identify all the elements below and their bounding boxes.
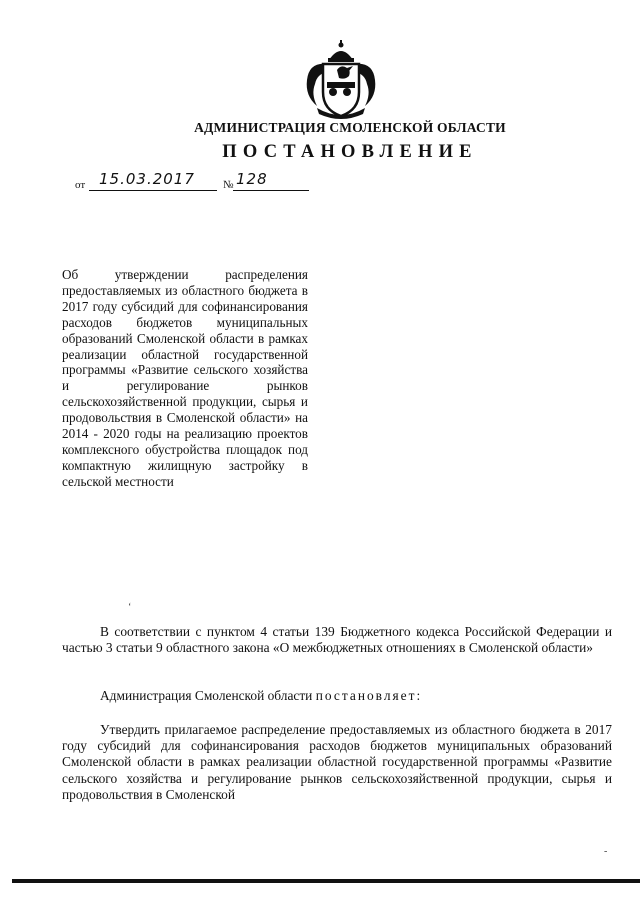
date-value: 15.03.2017 [99,170,195,188]
number-underline [233,190,309,191]
number-label: № [223,179,234,191]
smolensk-coat-of-arms-icon [303,40,379,120]
number-value: 128 [236,170,268,188]
resolution-paragraph [62,688,612,704]
organization-name: АДМИНИСТРАЦИЯ СМОЛЕНСКОЙ ОБЛАСТИ [194,120,506,135]
document-type-title: ПОСТАНОВЛЕНИЕ [222,142,478,162]
resolution-verb: постановляет: [315,688,423,703]
decision-paragraph [62,722,612,803]
scan-mark: - [604,846,608,857]
decision-text: Утвердить прилагаемое распределение предоставляемых из областного бюджета в 2017 году субсидий для софинансирования расходов бюджетов муниципальных образований Смоленской области в рамках реализации областной государственной программы «Развитие сельского хозяйства и регулирование рынков сельскохозяйственной продукции, сырья и продовольствия в Смоленской [62,722,612,802]
scan-mark: ʻ [128,602,132,613]
preamble-paragraph [62,624,612,656]
subject-text: Об утверждении распределения предоставляемых из областного бюджета в 2017 году субсидий для софинансирования расходов бюджетов муниципальных образований Смоленской области в рамках реализации областной государственной программы «Развитие сельского хозяйства и регулирование рынков сельскохозяйственной продукции, сырья и продовольствия в Смоленской области» на 2014 - 2020 годы на реализацию проектов комплексного обустройства площадок под компактную жилищную застройку в сельской местности [62,267,308,489]
date-underline [89,190,217,191]
document-subject [62,267,308,490]
preamble-text: В соответствии с пунктом 4 статьи 139 Бюджетного кодекса Российской Федерации и частью 3 статьи 9 областного закона «О межбюджетных отношениях в Смоленской области» [62,624,612,656]
scan-bottom-edge [12,879,640,883]
resolution-lead: Администрация Смоленской области [100,688,313,703]
date-label: от [75,179,86,191]
